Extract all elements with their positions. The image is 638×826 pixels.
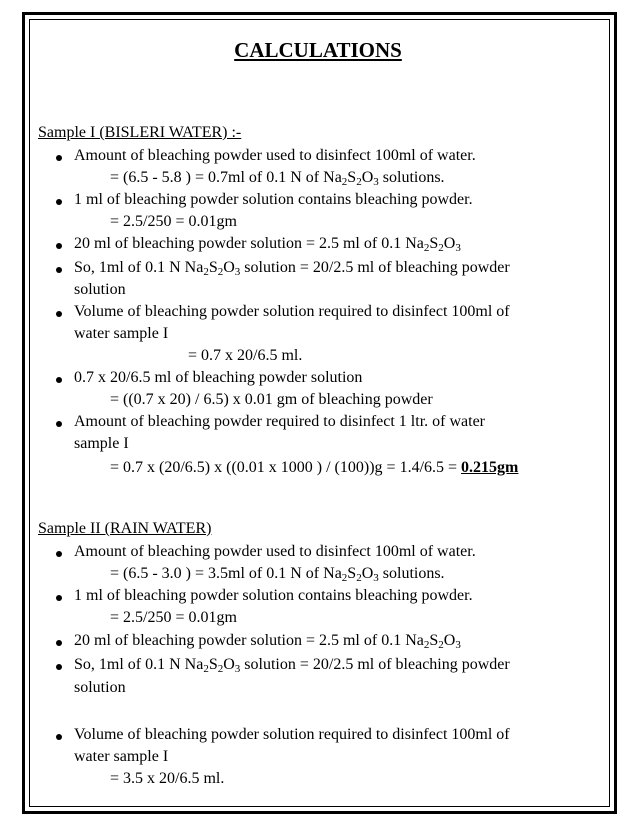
s1-item1-text: Amount of bleaching powder used to disinfect 100ml of water. (74, 147, 476, 164)
bullet-icon (56, 243, 62, 249)
bullet-icon (56, 267, 62, 273)
s1-item6-text: 0.7 x 20/6.5 ml of bleaching powder solution (74, 369, 363, 386)
s2-item2-calc: = 2.5/250 = 0.01gm (110, 609, 237, 626)
bullet-icon (56, 734, 62, 740)
bullet-icon (56, 377, 62, 383)
bullet-icon (56, 199, 62, 205)
s1-item2-text: 1 ml of bleaching powder solution contains bleaching powder. (74, 191, 473, 208)
s2-item5-line1: Volume of bleaching powder solution required to disinfect 100ml of (74, 726, 510, 743)
s1-item5-calc: = 0.7 x 20/6.5 ml. (188, 347, 303, 364)
section-header-sample-2: Sample II (RAIN WATER) (38, 520, 212, 537)
bullet-icon (56, 664, 62, 670)
s2-item1-text: Amount of bleaching powder used to disinfect 100ml of water. (74, 543, 476, 560)
s1-item1-calc: = (6.5 - 5.8 ) = 0.7ml of 0.1 N of $Na_2S_2O_3$ solutions. (110, 169, 445, 188)
s1-item5-line1: Volume of bleaching powder solution required to disinfect 100ml of (74, 303, 510, 320)
s1-item7-line2: sample I (74, 435, 129, 452)
s2-item2-text: 1 ml of bleaching powder solution contains bleaching powder. (74, 587, 473, 604)
s2-item1-calc: = (6.5 - 3.0 ) = 3.5ml of 0.1 N of $Na_2S_2O_3$ solutions. (110, 565, 445, 584)
s2-item4-text: So, 1ml of 0.1 N $Na_2S_2O_3$ solution = 20/2.5 ml of bleaching powder (74, 656, 510, 675)
page-title: CALCULATIONS (234, 38, 402, 62)
bullet-icon (56, 155, 62, 161)
s1-item6-calc: = ((0.7 x 20) / 6.5) x 0.01 gm of bleaching powder (110, 391, 433, 408)
s1-item7-calc: = 0.7 x (20/6.5) x ((0.01 x 1000 ) / (100))g = 1.4/6.5 = 0.215gm (110, 459, 519, 476)
s1-item4-text: So, 1ml of 0.1 N $Na_2S_2O_3$ solution = 20/2.5 ml of bleaching powder (74, 259, 510, 278)
s1-item7-line1: Amount of bleaching powder required to disinfect 1 ltr. of water (74, 413, 485, 430)
bullet-icon (56, 421, 62, 427)
s1-item2-calc: = 2.5/250 = 0.01gm (110, 213, 237, 230)
section-header-sample-1: Sample I (BISLERI WATER) :- (38, 124, 242, 141)
bullet-icon (56, 640, 62, 646)
s2-item4-line2: solution (74, 679, 126, 696)
bullet-icon (56, 311, 62, 317)
s1-item5-line2: water sample I (74, 325, 169, 342)
s2-item3-text: 20 ml of bleaching powder solution = 2.5 ml of 0.1 $Na_2S_2O_3$ (74, 632, 461, 651)
bullet-icon (56, 595, 62, 601)
s1-item4-line2: solution (74, 281, 126, 298)
s2-item5-line2: water sample I (74, 748, 169, 765)
s1-item3-text: 20 ml of bleaching powder solution = 2.5 ml of 0.1 $Na_2S_2O_3$ (74, 235, 461, 254)
result-value: 0.215gm (461, 459, 519, 476)
s2-item5-calc: = 3.5 x 20/6.5 ml. (110, 770, 225, 787)
bullet-icon (56, 551, 62, 557)
